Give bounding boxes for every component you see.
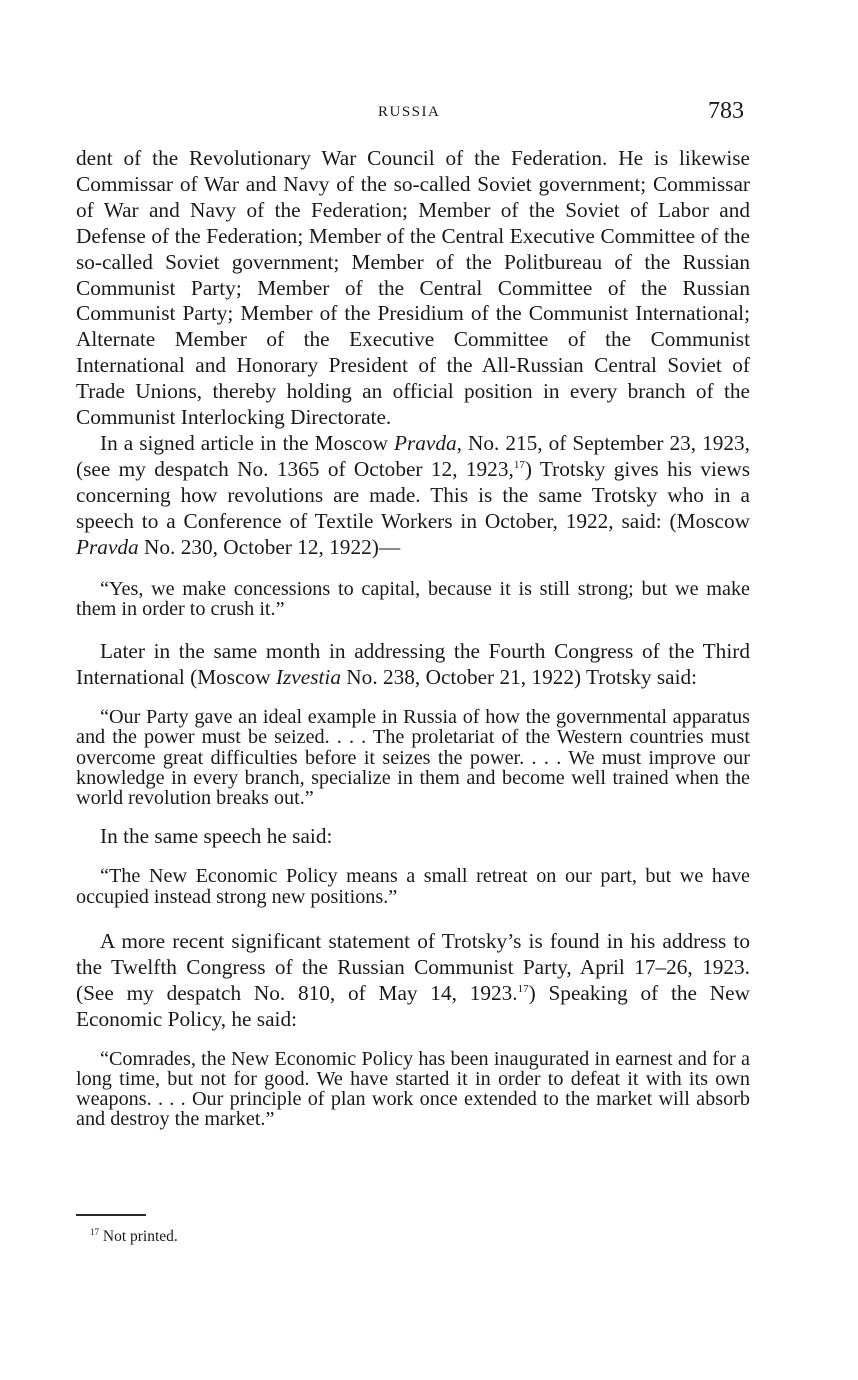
block-quote-comrades: “Comrades, the New Economic Policy has been inaugurated in earnest and for a long time, but not for good. We have started it in order to defeat it with its own weapons. . . . Our principle of plan work once extended to the market will absorb and destroy the market.” — [76, 1047, 750, 1131]
paragraph-text: ) Trotsky gives his views concerning how revolutions are made. This is the same Trotsky who in a speech to a Conference of Textile Workers in October, 1922, said: (Moscow — [76, 456, 751, 533]
body-text — [76, 146, 750, 1130]
newspaper-title: Pravda — [393, 430, 457, 455]
footnote-rule — [76, 1214, 146, 1216]
footnote-reference: 17 — [517, 982, 529, 995]
paragraph-text: A more recent significant statement of Trotsky’s is found in his address to the Twelfth Congress of the Russian Communist Party, April 17–26, 1923. (See my despatch No. 810, of May 14, 1923. — [76, 928, 750, 1005]
running-head — [0, 100, 830, 130]
paragraph-same-speech: In the same speech he said: — [100, 824, 333, 849]
footnote-text: Not printed. — [99, 1228, 178, 1245]
footnote — [90, 1228, 178, 1246]
paragraph-text: In a signed article in the Moscow — [100, 430, 394, 455]
paragraph-text: No. 230, October 12, 1922)— — [138, 534, 401, 559]
paragraph-pravda-article — [76, 431, 750, 561]
paragraph-text: No. 238, October 21, 1922) Trotsky said: — [340, 665, 698, 689]
paragraph-twelfth-congress — [76, 929, 750, 1033]
paragraph-text: , No. 215, of September 23, 1923, (see my despatch No. 1365 of October 12, 1923, — [76, 430, 750, 481]
paragraph-text: Later in the same month in addressing the Fourth Congress of the Third International (Moscow — [76, 639, 750, 689]
paragraph-fourth-congress — [76, 639, 750, 691]
paragraph-continued: dent of the Revolutionary War Council of the Federation. He is likewise Commissar of War and Navy of the so-called Soviet government; Commissar of War and Navy of the Federation; Member of the Soviet of Labor and Defense of the Federation; Member of the Central Executive Committee of the so-called Soviet government; Member of the Politbureau of the Russian Communist Party; Member of the Central Committee of the Russian Communist Party; Member of the Presidium of the Communist International; Alternate Member of the Executive Committee of the Communist International and Honorary President of the All-Russian Central Soviet of Trade Unions, thereby holding an official position in every branch of the Communist Interlocking Directorate. — [76, 146, 750, 430]
footnote-reference: 17 — [513, 458, 525, 471]
block-quote-concessions: “Yes, we make concessions to capital, because it is still strong; but we make them in order to crush it.” — [76, 577, 750, 620]
block-quote-new-economic-policy: “The New Economic Policy means a small retreat on our part, but we have occupied instead strong new positions.” — [76, 865, 750, 908]
newspaper-title: Pravda — [76, 534, 139, 559]
footnote-marker: 17 — [90, 1226, 99, 1237]
newspaper-title: Izvestia — [275, 665, 341, 689]
block-quote-party-example: “Our Party gave an ideal example in Russia of how the governmental apparatus and the power must be seized. . . . The proletariat of the Western countries must overcome great difficulties before it seizes the power. . . . We must improve our knowledge in every branch, specialize in them and become well trained when the world revolution breaks out.” — [76, 705, 750, 810]
running-title: RUSSIA — [378, 104, 441, 120]
paragraph-text: ) Speaking of the New Economic Policy, he said: — [76, 980, 750, 1031]
page-number: 783 — [708, 98, 744, 124]
